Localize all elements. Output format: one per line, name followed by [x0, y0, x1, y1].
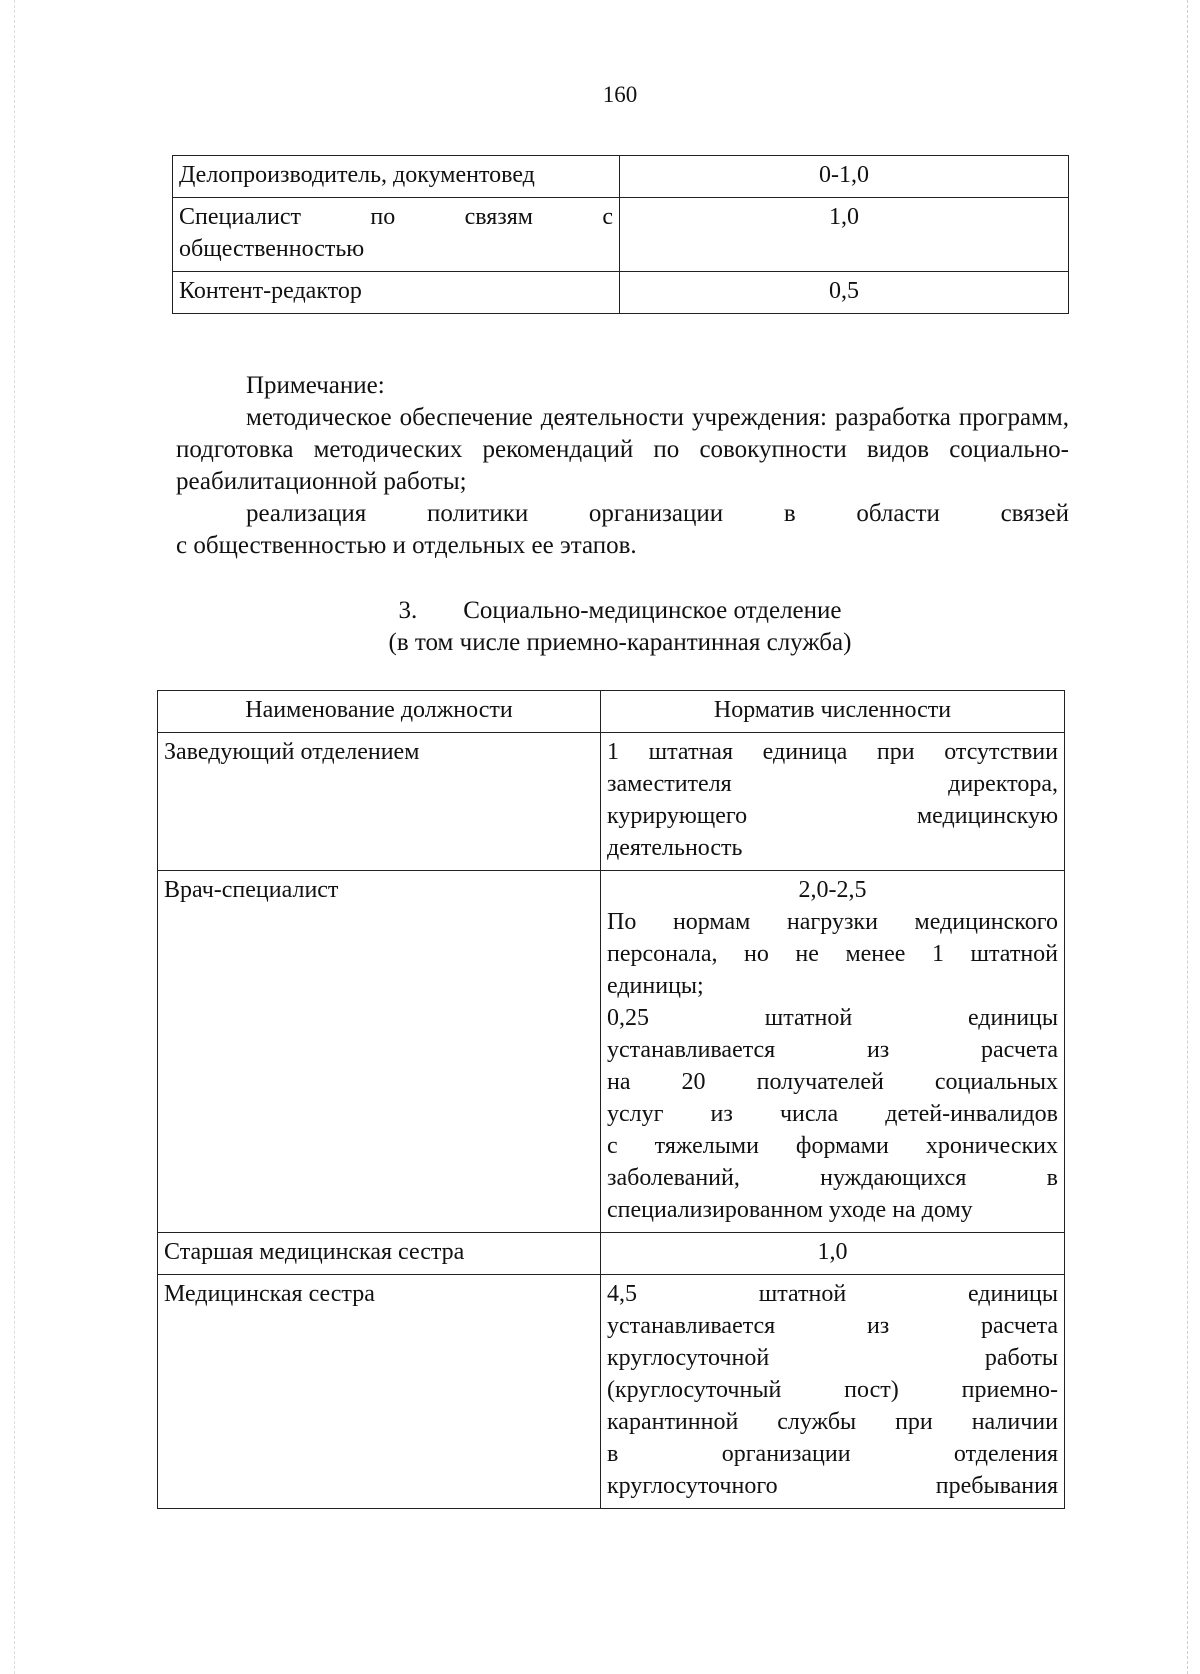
norm-line: услуг из числа детей-инвалидов	[607, 1101, 1058, 1127]
norm-line: круглосуточного пребывания	[607, 1473, 1058, 1499]
table-row	[158, 871, 1065, 1233]
table-row	[173, 272, 1069, 314]
norm-cell	[601, 871, 1065, 1233]
norm-line: 0,25 штатной единицы	[607, 1005, 1058, 1031]
table-row	[158, 1233, 1065, 1275]
norm-line: на 20 получателей социальных	[607, 1069, 1058, 1095]
position-cell: Делопроизводитель, документовед	[173, 156, 620, 198]
norm-line: в организации отделения	[607, 1441, 1058, 1467]
position-cell: Контент-редактор	[173, 272, 620, 314]
norm-line: устанавливается из расчета	[607, 1037, 1058, 1063]
column-header-norm: Норматив численности	[601, 691, 1065, 733]
table-row	[173, 198, 1069, 272]
norm-line: курирующего медицинскую	[607, 803, 1058, 829]
table-row	[173, 156, 1069, 198]
note-item: методическое обеспечение деятельности учреждения: разработка программ, подготовка методических рекомендаций по совокупности видов социально-реабилитационной работы;	[176, 404, 1069, 495]
position-cell: Медицинская сестра	[158, 1275, 601, 1509]
norm-cell: 0,5	[620, 272, 1069, 314]
norm-line: заболеваний, нуждающихся в	[607, 1165, 1058, 1191]
norm-cell: 1,0	[601, 1233, 1065, 1275]
norm-line: персонала, но не менее 1 штатной	[607, 941, 1058, 967]
norm-line: с тяжелыми формами хронических	[607, 1133, 1058, 1159]
norm-line: специализированном уходе на дому	[607, 1197, 973, 1223]
norm-value: 2,0-2,5	[798, 877, 867, 903]
note-item: реализация политики организации в области связей	[246, 500, 1069, 527]
section-number: 3.	[398, 597, 418, 624]
position-cell: Старшая медицинская сестра	[158, 1233, 601, 1275]
staff-table-continued	[172, 155, 1069, 314]
column-header-position: Наименование должности	[158, 691, 601, 733]
norm-line: единицы;	[607, 973, 704, 999]
norm-cell	[601, 1275, 1065, 1509]
section-subtitle: (в том числе приемно-карантинная служба)	[388, 629, 852, 656]
norm-line: 1 штатная единица при отсутствии	[607, 739, 1058, 765]
position-line: Специалист по связям с	[179, 204, 613, 230]
norm-line: круглосуточной работы	[607, 1345, 1058, 1371]
norm-line: 4,5 штатной единицы	[607, 1281, 1058, 1307]
scan-edge-right	[1186, 0, 1188, 1674]
page-number: 160	[602, 82, 638, 107]
table-header-row	[158, 691, 1065, 733]
norm-line: (круглосуточный пост) приемно-	[607, 1377, 1058, 1403]
position-line: общественностью	[179, 236, 365, 262]
medical-department-staff-table	[157, 690, 1065, 1509]
norm-line: деятельность	[607, 835, 743, 861]
norm-line: заместителя директора,	[607, 771, 1058, 797]
norm-line: карантинной службы при наличии	[607, 1409, 1058, 1435]
position-cell	[173, 198, 620, 272]
norm-line: устанавливается из расчета	[607, 1313, 1058, 1339]
notes-heading: Примечание:	[246, 372, 385, 399]
norm-cell: 1,0	[620, 198, 1069, 272]
position-cell: Врач-специалист	[158, 871, 601, 1233]
norm-cell	[601, 733, 1065, 871]
notes-block	[176, 370, 1069, 562]
section-title: Социально-медицинское отделение	[463, 597, 842, 624]
table-row	[158, 733, 1065, 871]
norm-cell: 0-1,0	[620, 156, 1069, 198]
note-item-continuation: с общественностью и отдельных ее этапов.	[176, 532, 637, 559]
section-heading	[0, 595, 1200, 659]
norm-line: По нормам нагрузки медицинского	[607, 909, 1058, 935]
position-cell: Заведующий отделением	[158, 733, 601, 871]
scan-edge-left	[14, 0, 16, 1674]
table-row	[158, 1275, 1065, 1509]
